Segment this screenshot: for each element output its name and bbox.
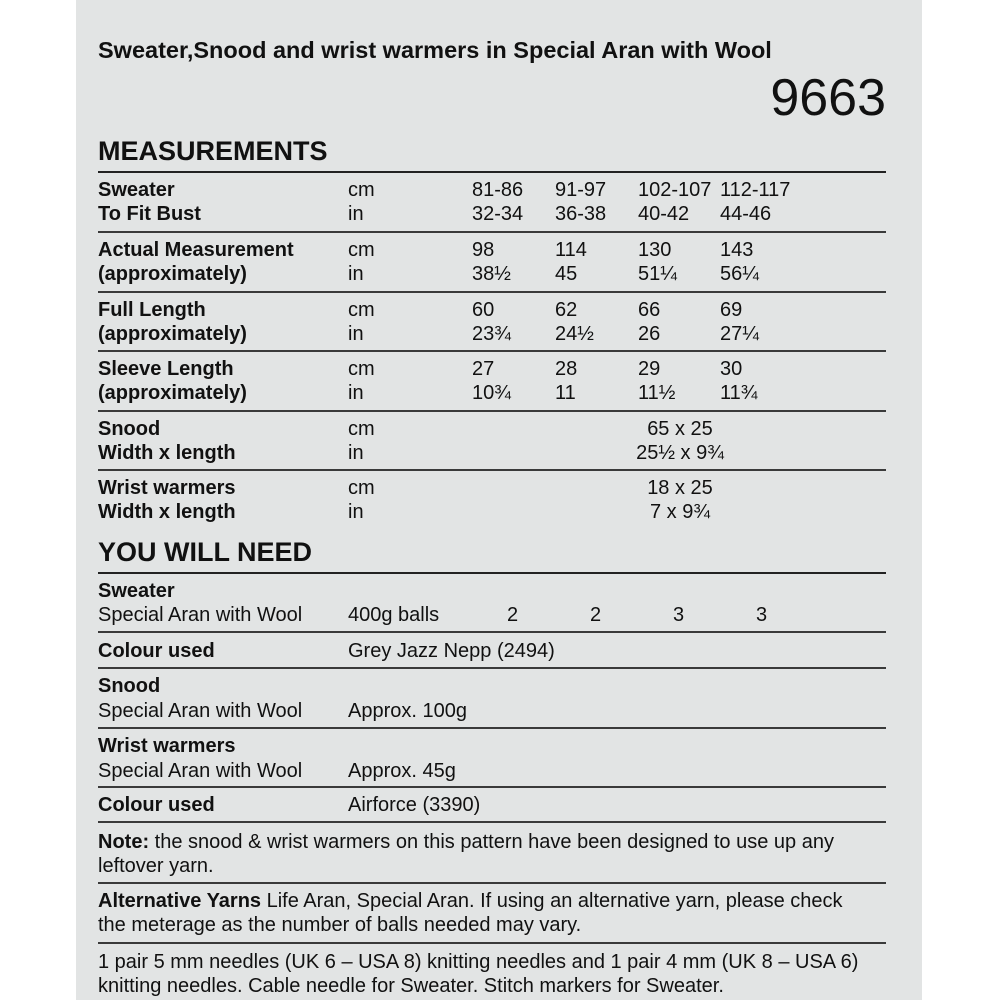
unit-cm: cm [348, 418, 375, 440]
value-cm: 98 [472, 239, 495, 261]
needles-line-1: 1 pair 5 mm needles (UK 6 – USA 8) knitting needles and 1 pair 4 mm (UK 8 – USA 6) [98, 951, 859, 973]
colour-label: Colour used [98, 794, 215, 816]
unit-cm: cm [348, 477, 375, 499]
unit-in: in [348, 263, 364, 285]
snood-size-cm: 65 x 25 [647, 418, 713, 440]
unit-in: in [348, 323, 364, 345]
wrist-sublabel: Width x length [98, 501, 236, 523]
value-in: 56¼ [720, 263, 759, 285]
alt-line-2: the meterage as the number of balls needed may vary. [98, 914, 582, 936]
value-cm: 130 [638, 239, 672, 261]
divider [98, 882, 886, 884]
snood-yarn: Special Aran with Wool [98, 700, 303, 722]
pattern-number: 9663 [770, 69, 886, 127]
unit-cm: cm [348, 299, 375, 321]
divider [98, 469, 886, 471]
unit-in: in [348, 203, 364, 225]
wrist-label: Wrist warmers [98, 735, 236, 757]
note-line-1 [98, 830, 834, 854]
alt-text: Life Aran, Special Aran. If using an alternative yarn, please check [261, 890, 843, 912]
value-in: 27¼ [720, 323, 759, 345]
measurements-heading: MEASUREMENTS [98, 136, 328, 166]
value-in: 24½ [555, 323, 594, 345]
value-cm: 30 [720, 358, 743, 380]
value-cm: 60 [472, 299, 495, 321]
balls-size-3: 3 [673, 604, 685, 626]
balls-size-4: 3 [756, 604, 768, 626]
pattern-title: Sweater,Snood and wrist warmers in Special Aran with Wool [98, 37, 772, 63]
value-cm: 91-97 [555, 179, 607, 201]
snood-sublabel: Width x length [98, 442, 236, 464]
unit-cm: cm [348, 239, 375, 261]
alt-label: Alternative Yarns [98, 890, 262, 912]
wrist-size-in: 7 x 9¾ [649, 501, 711, 523]
value-cm: 102-107 [638, 179, 712, 201]
wrist-size-cm: 18 x 25 [647, 477, 713, 499]
colour-value: Airforce (3390) [348, 794, 481, 816]
row-label: Full Length [98, 299, 206, 321]
wrist-label: Wrist warmers [98, 477, 236, 499]
value-cm: 69 [720, 299, 743, 321]
divider [98, 410, 886, 412]
divider [98, 171, 886, 173]
row-sublabel: (approximately) [98, 263, 247, 285]
value-cm: 29 [638, 358, 661, 380]
unit-cm: cm [348, 179, 375, 201]
row-sublabel: To Fit Bust [98, 203, 201, 225]
value-in: 11½ [638, 382, 676, 404]
value-in: 11 [555, 382, 576, 404]
sweater-label: Sweater [98, 580, 175, 602]
value-cm: 62 [555, 299, 578, 321]
unit-cm: cm [348, 358, 375, 380]
row-sublabel: (approximately) [98, 323, 247, 345]
value-in: 10¾ [472, 382, 511, 404]
balls-size-2: 2 [590, 604, 602, 626]
snood-size-in: 25½ x 9¾ [636, 442, 724, 464]
divider [98, 821, 886, 823]
value-cm: 143 [720, 239, 754, 261]
ball-unit: 400g balls [348, 604, 440, 626]
value-cm: 81-86 [472, 179, 524, 201]
divider [98, 291, 886, 293]
value-in: 26 [638, 323, 661, 345]
unit-in: in [348, 382, 364, 404]
row-label: Sweater [98, 179, 175, 201]
row-label: Actual Measurement [98, 239, 294, 261]
value-in: 45 [555, 263, 578, 285]
divider [98, 631, 886, 633]
note-label: Note: [98, 831, 150, 853]
divider [98, 667, 886, 669]
value-in: 23¾ [472, 323, 511, 345]
value-cm: 27 [472, 358, 495, 380]
sweater-yarn: Special Aran with Wool [98, 604, 303, 626]
value-in: 36-38 [555, 203, 607, 225]
note-text: the snood & wrist warmers on this pattern have been designed to use up any [149, 831, 834, 853]
value-cm: 66 [638, 299, 661, 321]
row-label: Sleeve Length [98, 358, 234, 380]
value-in: 44-46 [720, 203, 772, 225]
divider [98, 942, 886, 944]
unit-in: in [348, 442, 364, 464]
note-line-2: leftover yarn. [98, 855, 214, 877]
value-cm: 114 [555, 239, 587, 261]
snood-label: Snood [98, 675, 161, 697]
divider [98, 572, 886, 574]
value-in: 32-34 [472, 203, 524, 225]
needles-line-2: knitting needles. Cable needle for Sweater. Stitch markers for Sweater. [98, 975, 724, 997]
value-in: 11¾ [720, 382, 758, 404]
wrist-yarn: Special Aran with Wool [98, 760, 303, 782]
wrist-amount: Approx. 45g [348, 760, 456, 782]
value-in: 38½ [472, 263, 511, 285]
divider [98, 786, 886, 788]
row-sublabel: (approximately) [98, 382, 247, 404]
divider [98, 727, 886, 729]
snood-label: Snood [98, 418, 161, 440]
value-cm: 28 [555, 358, 578, 380]
value-in: 51¼ [638, 263, 677, 285]
value-cm: 112-117 [720, 179, 791, 201]
alt-line-1 [98, 889, 843, 913]
balls-size-1: 2 [507, 604, 519, 626]
divider [98, 231, 886, 233]
unit-in: in [348, 501, 364, 523]
colour-label: Colour used [98, 640, 215, 662]
value-in: 40-42 [638, 203, 690, 225]
you-will-need-heading: YOU WILL NEED [98, 537, 313, 567]
divider [98, 350, 886, 352]
colour-value: Grey Jazz Nepp (2494) [348, 640, 555, 662]
snood-amount: Approx. 100g [348, 700, 467, 722]
